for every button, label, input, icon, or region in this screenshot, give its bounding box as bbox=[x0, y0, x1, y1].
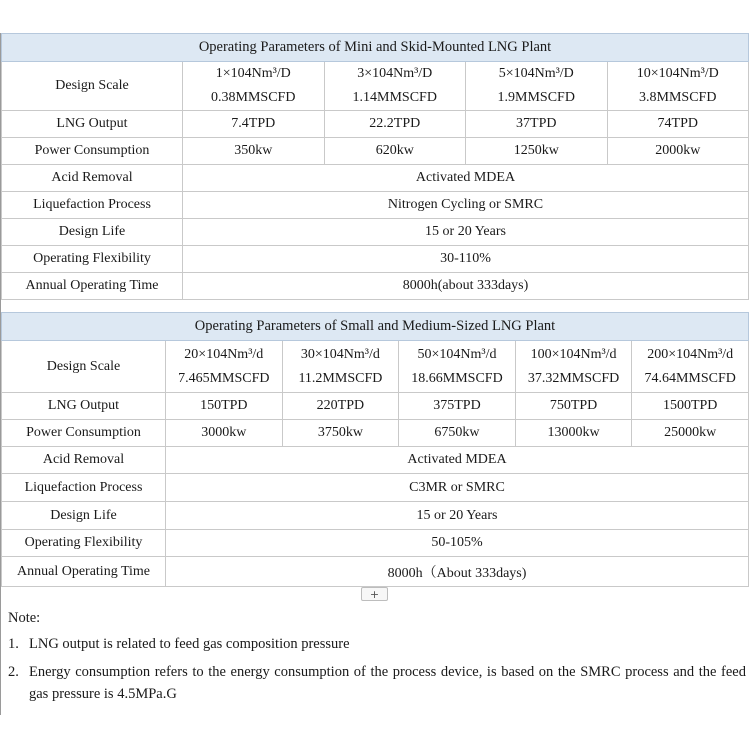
design-scale-cell: 20×104Nm³/d 7.465MMSCFD bbox=[166, 341, 283, 393]
row-label-annual-operating-time: Annual Operating Time bbox=[2, 273, 183, 300]
small-medium-params-table bbox=[1, 312, 749, 587]
row-label-power-consumption: Power Consumption bbox=[2, 420, 166, 447]
design-scale-cell: 200×104Nm³/d 74.64MMSCFD bbox=[632, 341, 749, 393]
table-row bbox=[2, 62, 749, 111]
lng-output-cell: 220TPD bbox=[282, 393, 399, 420]
mini-skid-mounted-params-table bbox=[1, 33, 749, 300]
table-row bbox=[2, 219, 749, 246]
notes-list bbox=[8, 633, 746, 705]
table-row bbox=[2, 138, 749, 165]
table-row bbox=[2, 530, 749, 557]
lng-output-cell: 750TPD bbox=[515, 393, 632, 420]
expand-table-button[interactable]: + bbox=[361, 587, 388, 601]
design-life-value: 15 or 20 Years bbox=[166, 502, 749, 530]
liquefaction-value: Nitrogen Cycling or SMRC bbox=[183, 192, 749, 219]
lng-output-cell: 74TPD bbox=[607, 111, 749, 138]
power-cell: 620kw bbox=[324, 138, 466, 165]
lng-output-cell: 7.4TPD bbox=[183, 111, 325, 138]
power-cell: 2000kw bbox=[607, 138, 749, 165]
table-title-row bbox=[2, 313, 749, 341]
acid-removal-value: Activated MDEA bbox=[183, 165, 749, 192]
acid-removal-value: Activated MDEA bbox=[166, 447, 749, 474]
list-item bbox=[8, 633, 746, 655]
power-cell: 1250kw bbox=[466, 138, 608, 165]
row-label-design-scale: Design Scale bbox=[2, 62, 183, 111]
table-row bbox=[2, 341, 749, 393]
lng-output-cell: 1500TPD bbox=[632, 393, 749, 420]
lng-output-cell: 375TPD bbox=[399, 393, 516, 420]
design-scale-cell: 1×104Nm³/D 0.38MMSCFD bbox=[183, 62, 325, 111]
row-label-liquefaction-process: Liquefaction Process bbox=[2, 192, 183, 219]
design-scale-cell: 100×104Nm³/d 37.32MMSCFD bbox=[515, 341, 632, 393]
table-row bbox=[2, 165, 749, 192]
row-label-power-consumption: Power Consumption bbox=[2, 138, 183, 165]
power-cell: 350kw bbox=[183, 138, 325, 165]
table-row bbox=[2, 420, 749, 447]
row-label-acid-removal: Acid Removal bbox=[2, 447, 166, 474]
notes-title: Note: bbox=[8, 610, 41, 626]
list-item bbox=[8, 661, 746, 705]
design-life-value: 15 or 20 Years bbox=[183, 219, 749, 246]
table-title: Operating Parameters of Small and Medium-Sized LNG Plant bbox=[2, 313, 749, 341]
row-label-design-life: Design Life bbox=[2, 219, 183, 246]
row-label-design-life: Design Life bbox=[2, 502, 166, 530]
annual-time-value: 8000h（About 333days) bbox=[166, 557, 749, 587]
design-scale-cell: 30×104Nm³/d 11.2MMSCFD bbox=[282, 341, 399, 393]
power-cell: 6750kw bbox=[399, 420, 516, 447]
notes-section bbox=[8, 606, 746, 705]
row-label-operating-flexibility: Operating Flexibility bbox=[2, 530, 166, 557]
lng-output-cell: 37TPD bbox=[466, 111, 608, 138]
design-scale-cell: 50×104Nm³/d 18.66MMSCFD bbox=[399, 341, 516, 393]
table-title: Operating Parameters of Mini and Skid-Mounted LNG Plant bbox=[2, 34, 749, 62]
note-number: 2. bbox=[8, 664, 19, 680]
design-scale-cell: 3×104Nm³/D 1.14MMSCFD bbox=[324, 62, 466, 111]
lng-output-cell: 22.2TPD bbox=[324, 111, 466, 138]
annual-time-value: 8000h(about 333days) bbox=[183, 273, 749, 300]
table-row bbox=[2, 557, 749, 587]
power-cell: 3750kw bbox=[282, 420, 399, 447]
table-row bbox=[2, 393, 749, 420]
row-label-lng-output: LNG Output bbox=[2, 393, 166, 420]
row-label-liquefaction-process: Liquefaction Process bbox=[2, 474, 166, 502]
table-row bbox=[2, 474, 749, 502]
row-label-design-scale: Design Scale bbox=[2, 341, 166, 393]
flexibility-value: 50-105% bbox=[166, 530, 749, 557]
table-title-row bbox=[2, 34, 749, 62]
design-scale-cell: 10×104Nm³/D 3.8MMSCFD bbox=[607, 62, 749, 111]
row-label-annual-operating-time: Annual Operating Time bbox=[2, 557, 166, 587]
table-row bbox=[2, 246, 749, 273]
note-text: Energy consumption refers to the energy consumption of the process device, is based on the SMRC process and the feed gas pressure is 4.5MPa.G bbox=[29, 664, 746, 702]
design-scale-cell: 5×104Nm³/D 1.9MMSCFD bbox=[466, 62, 608, 111]
power-cell: 3000kw bbox=[166, 420, 283, 447]
note-text: LNG output is related to feed gas composition pressure bbox=[29, 636, 350, 652]
table-row bbox=[2, 502, 749, 530]
table-row bbox=[2, 447, 749, 474]
table-row bbox=[2, 111, 749, 138]
row-label-acid-removal: Acid Removal bbox=[2, 165, 183, 192]
table-row bbox=[2, 273, 749, 300]
liquefaction-value: C3MR or SMRC bbox=[166, 474, 749, 502]
note-number: 1. bbox=[8, 636, 19, 652]
row-label-operating-flexibility: Operating Flexibility bbox=[2, 246, 183, 273]
power-cell: 25000kw bbox=[632, 420, 749, 447]
row-label-lng-output: LNG Output bbox=[2, 111, 183, 138]
power-cell: 13000kw bbox=[515, 420, 632, 447]
table-row bbox=[2, 192, 749, 219]
flexibility-value: 30-110% bbox=[183, 246, 749, 273]
lng-output-cell: 150TPD bbox=[166, 393, 283, 420]
